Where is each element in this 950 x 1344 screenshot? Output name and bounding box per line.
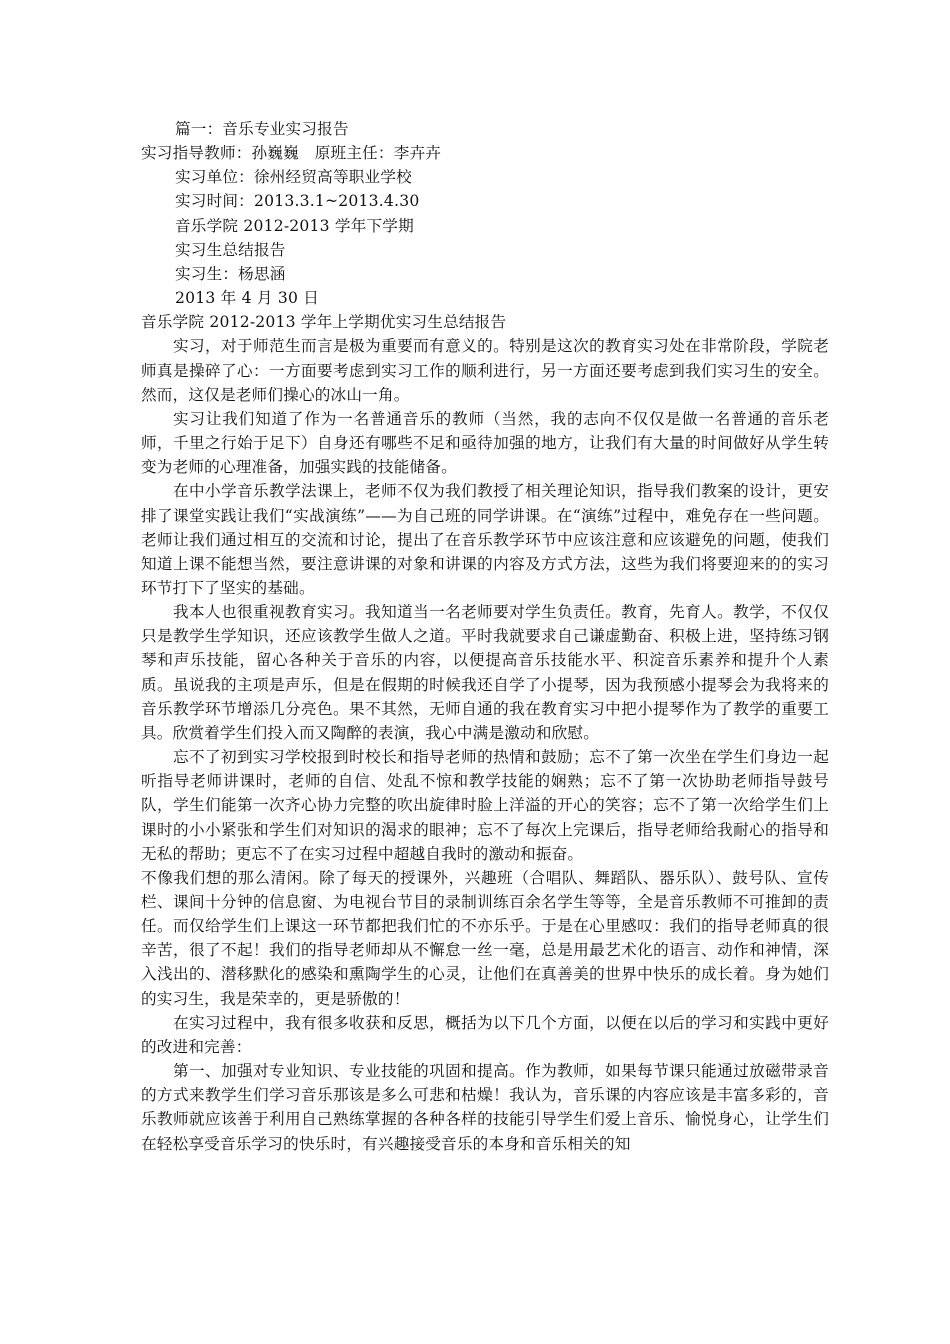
paragraph-1: 实习，对于师范生而言是极为重要而有意义的。特别是这次的教育实习处在非常阶段，学院老师真是操碎了心：一方面要考虑到实习工作的顺利进行，另一方面还要考虑到我们实习生的安全。然而，这仅是老师们操心的冰山一角。 <box>141 337 829 404</box>
report-subtitle: 音乐学院 2012-2013 学年上学期优实习生总结报告 <box>141 313 507 332</box>
college-term: 音乐学院 2012-2013 学年下学期 <box>175 216 414 235</box>
report-date: 2013 年 4 月 30 日 <box>175 289 320 308</box>
document-title: 篇一：音乐专业实习报告 <box>175 120 349 138</box>
paragraph-4: 我本人也很重视教育实习。我知道当一名老师要对学生负责任。教育，先育人。教学，不仅仅只是教学生学知识，还应该教学生做人之道。平时我就要求自己谦虚勤奋、积极上进，坚持练习钢琴和声乐技能，留心各种关于音乐的内容，以便提高音乐技能水平、积淀音乐素养和提升个人素质。虽说我的主项是声乐，但是在假期的时候我还自学了小提琴，因为我预感小提琴会为我将来的音乐教学环节增添几分亮色。果不其然，无师自通的我在教育实习中把小提琴作为了教学的重要工具。欣赏着学生们投入而又陶醉的表演，我心中满是激动和欣慰。 <box>141 603 829 742</box>
paragraph-2: 实习让我们知道了作为一名普通音乐的教师（当然，我的志向不仅仅是做一名普通的音乐老师，千里之行始于足下）自身还有哪些不足和亟待加强的地方，让我们有大量的时间做好从学生转变为老师的心理准备，加强实践的技能储备。 <box>141 409 829 477</box>
internship-unit: 实习单位：徐州经贸高等职业学校 <box>175 168 412 187</box>
paragraph-5: 忘不了初到实习学校报到时校长和指导老师的热情和鼓励；忘不了第一次坐在学生们身边一起听指导老师讲课时，老师的自信、处乱不惊和教学技能的娴熟；忘不了第一次协助老师指导鼓号队，学生们能第一次齐心协力完整的吹出旋律时脸上洋溢的开心的笑容；忘不了第一次给学生们上课时的小小紧张和学生们对知识的渴求的眼神；忘不了每次上完课后，指导老师给我耐心的指导和无私的帮助；更忘不了在实习过程中超越自我时的激动和振奋。 <box>141 748 829 863</box>
paragraph-7: 在实习过程中，我有很多收获和反思，概括为以下几个方面，以便在以后的学习和实践中更好的改进和完善： <box>141 1013 829 1056</box>
internship-period: 实习时间：2013.3.1~2013.4.30 <box>175 192 420 211</box>
report-type: 实习生总结报告 <box>175 240 286 259</box>
document-text <box>141 117 829 1156</box>
paragraph-6: 不像我们想的那么清闲。除了每天的授课外，兴趣班（合唱队、舞蹈队、器乐队）、鼓号队、宣传栏、课间十分钟的信息窗、为电视台节目的录制训练百余名学生等等，全是音乐教师不可推卸的责任。而仅给学生们上课这一环节都把我们忙的不亦乐乎。于是在心里感叹：我们的指导老师真的很辛苦，很了不起！我们的指导老师却从不懈怠一丝一毫，总是用最艺术化的语言、动作和神情，深入浅出的、潜移默化的感染和熏陶学生的心灵，让他们在真善美的世界中快乐的成长着。身为她们的实习生，我是荣幸的，更是骄傲的！ <box>141 868 829 1008</box>
paragraph-8: 第一、加强对专业知识、专业技能的巩固和提高。作为教师，如果每节课只能通过放磁带录音的方式来教学生们学习音乐那该是多么可悲和枯燥！我认为，音乐课的内容应该是丰富多彩的，音乐教师就应该善于利用自己熟练掌握的各种各样的技能引导学生们爱上音乐、愉悦身心，让学生们在轻松享受音乐学习的快乐时，有兴趣接受音乐的本身和音乐相关的知 <box>141 1062 829 1153</box>
student-name: 实习生：杨思涵 <box>175 264 286 283</box>
paragraph-3: 在中小学音乐教学法课上，老师不仅为我们教授了相关理论知识，指导我们教案的设计，更安排了课堂实践让我们“实战演练”——为自己班的同学讲课。在“演练”过程中，难免存在一些问题。老师让我们通过相互的交流和讨论，提出了在音乐教学环节中应该注意和应该避免的问题，使我们知道上课不能想当然，要注意讲课的对象和讲课的内容及方式方法，这些为我们将要迎来的的实习环节打下了坚实的基础。 <box>141 482 829 597</box>
advisor-line: 实习指导教师：孙巍巍 原班主任：李卉卉 <box>141 144 442 163</box>
